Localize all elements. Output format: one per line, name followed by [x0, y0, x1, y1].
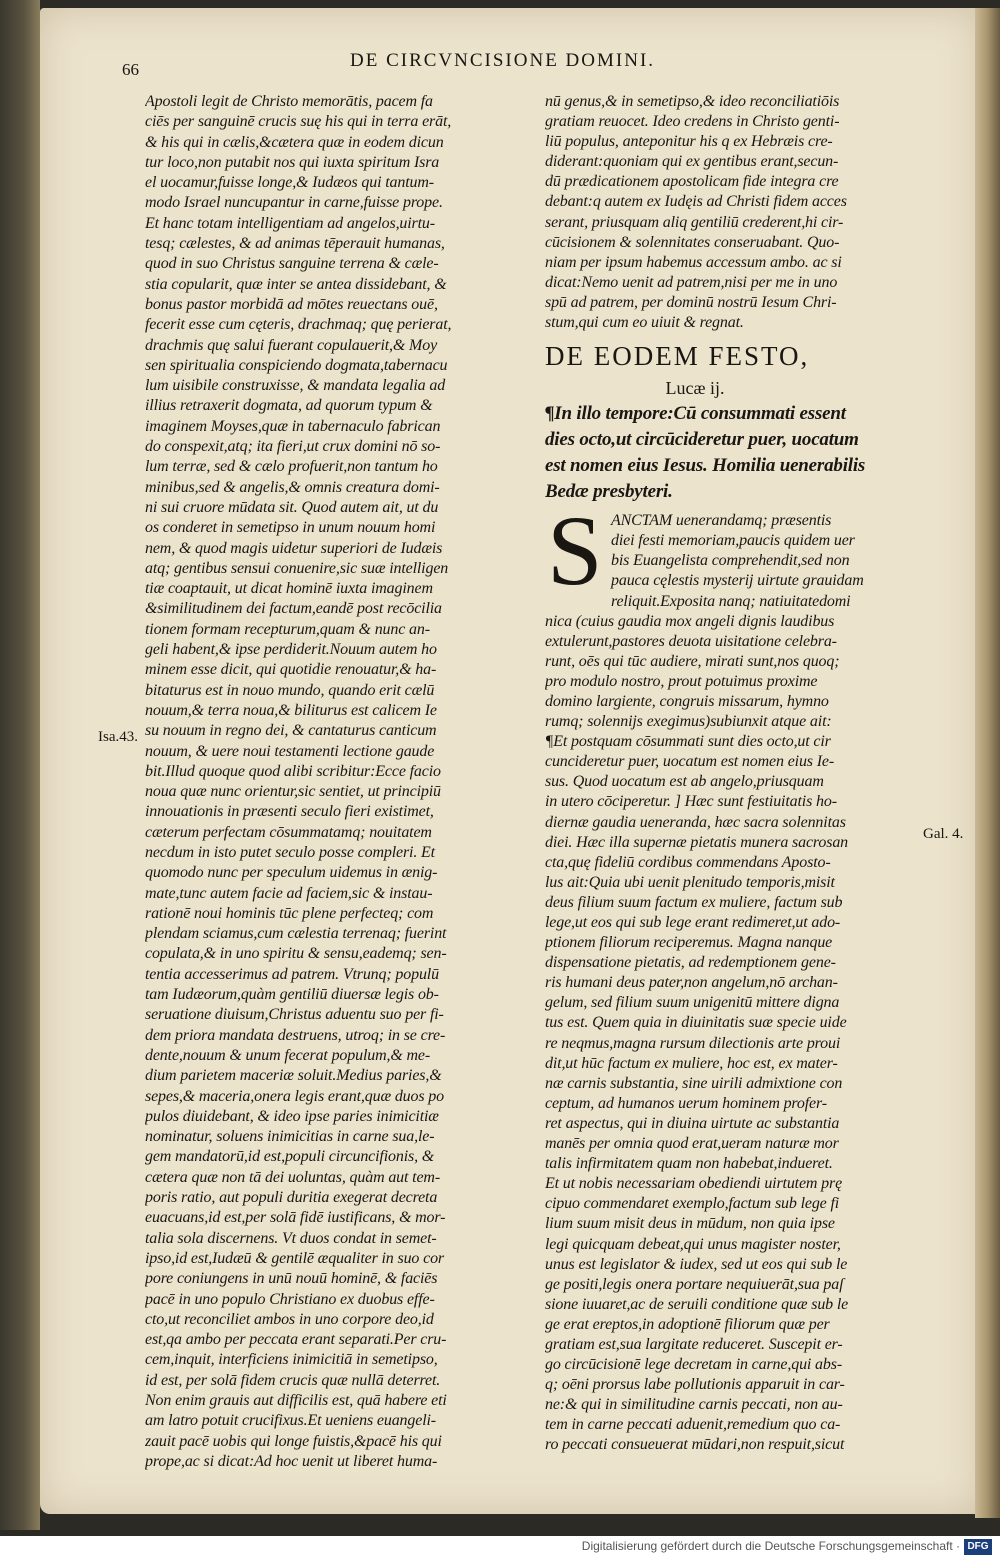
- text-line: nouum,& terra noua,& biliturus est calicem Ie: [145, 701, 437, 719]
- text-line: ciēs per sanguinē crucis suę his qui in terra erāt,: [145, 113, 452, 131]
- text-line: ge erat ereptos,in adoptionē filiorum quæ per: [545, 1315, 830, 1333]
- footer-credit: Digitalisierung gefördert durch die Deutsche Forschungsgemeinschaft ·: [581, 1539, 960, 1553]
- text-line: poris ratio, aut populi duritia exegerat decreta: [145, 1189, 438, 1207]
- text-line: in utero cōciperetur. ] Hæc sunt festiuitatis ho-: [545, 793, 837, 811]
- text-line: bonus pastor morbidā ad mōtes reuectans ouē,: [145, 295, 438, 313]
- text-line: cipuo commendaret exemplo,factum sub lege fi: [545, 1195, 840, 1213]
- margin-note-right: Gal. 4.: [923, 826, 964, 842]
- text-line: dente,nouum & unum fecerat populum,& me-: [145, 1046, 431, 1064]
- text-line: cem,inquit, interficiens inimicitiā in semetipso,: [145, 1351, 438, 1369]
- text-line: euacuans,id est,per solā fidē iustificans, & mor-: [145, 1209, 446, 1227]
- text-line: ni sui cruore mūdata sit. Quod autem ait, ut du: [145, 498, 439, 516]
- left-column: [145, 92, 535, 1472]
- text-line: dicat:Nemo uenit ad patrem,nisi per me in uno: [545, 273, 838, 291]
- text-line: ret aspectus, qui in diuina uirtute ac substantia: [545, 1114, 840, 1132]
- text-line: plendam sciamus,cum cælestia terrenaq; fuerint: [145, 925, 447, 943]
- pericope-line: ¶In illo tempore:Cū consummati essent: [545, 403, 846, 425]
- text-line: ¶Et postquam cōsummati sunt dies octo,ut cir: [545, 733, 831, 751]
- text-line: nica (cuius gaudia mox angeli dignis laudibus: [545, 612, 835, 630]
- text-line: am latro potuit crucifixus.Et ueniens euangeli-: [145, 1412, 436, 1430]
- text-line: dit,ut hūc factum ex muliere, hoc est, ex mater-: [545, 1054, 838, 1072]
- text-line: runt, oēs qui tūc audiere, mirati sunt,nos quoq;: [545, 652, 840, 670]
- section-subtitle: Lucæ ij.: [665, 378, 725, 399]
- text-line: copulata,& in uno spiritu & sensu,eademq; sen-: [145, 945, 447, 963]
- right-column: [545, 92, 905, 1456]
- text-line: Et hanc totam intelligentiam ad angelos,uirtu-: [145, 214, 435, 232]
- text-line: &similitudinem dei factum,eandē post recōcilia: [145, 600, 442, 618]
- text-line: ne:& qui in similitudine carnis peccati, non au-: [545, 1396, 843, 1414]
- text-line: quomodo nunc per speculum uidemus in ænig-: [145, 864, 438, 882]
- text-line: imaginem Moyses,quæ in tabernaculo fabrican: [145, 417, 441, 435]
- text-line: su nouum in regno dei, & cantaturus canticum: [145, 722, 437, 740]
- text-line: ptionem filiorum reciperemus. Magna nanque: [545, 934, 833, 952]
- text-line: os conderet in semetipso in unum nouum homi: [145, 519, 436, 537]
- text-line: bitaturus est in nouo mundo, quando erit cælū: [145, 681, 435, 699]
- text-line: cta,quę fideliū cordibus commendans Aposto-: [545, 853, 831, 871]
- text-line: gelum, sed filium suum unigenitū mittere digna: [545, 994, 840, 1012]
- text-line: stum,qui cum eo uiuit & regnat.: [545, 314, 744, 332]
- text-line: tionem formam recepturum,quam & nunc an-: [145, 620, 430, 638]
- drop-cap: S: [547, 495, 603, 607]
- pericope-line: est nomen eius Iesus. Homilia uenerabilis: [545, 455, 866, 477]
- text-line: rationē noui hominis tūc plene perfecteq; com: [145, 904, 434, 922]
- text-line: tus est. Quem quia in diuinitatis suæ specie uide: [545, 1014, 847, 1032]
- text-line: & his qui in cælis,&cætera quæ in eodem dicun: [145, 133, 444, 151]
- text-line: tem in carne peccati aduenit,remedium quo ca-: [545, 1416, 841, 1434]
- text-line: lege,ut eos qui sub lege erant redimeret,ut ado-: [545, 914, 841, 931]
- text-line: liū populus, anteponitur his q ex Hebræis cre-: [545, 133, 833, 151]
- text-line: atq; gentibus sensui conuenire,sic suæ intelligen: [145, 559, 449, 577]
- text-line: dispensatione pietatis, ad redemptionem gene-: [545, 954, 836, 972]
- text-line: nominatur, soluens inimicitias in carne sua,le-: [145, 1128, 435, 1146]
- text-line: stia copularit, quæ inter se antea dissidebant, &: [145, 275, 447, 293]
- text-line: cto,ut reconciliet ambos in uno corpore deo,id: [145, 1310, 434, 1328]
- text-line: dium parietem maceriæ soluit.Medius paries,&: [145, 1067, 442, 1085]
- text-line: dū prædicationem apostolicam fide integra cre: [545, 173, 839, 191]
- text-line: tur loco,non putabit nos qui iuxta spiritum Isra: [145, 153, 440, 171]
- text-line: sus. Quod uocatum est ab angelo,priusquam: [545, 773, 824, 791]
- text-line: pro modulo nostro, prout potuimus proxime: [545, 672, 818, 690]
- text-line: innouationis in præsenti seculo fieri existimet,: [145, 803, 434, 821]
- text-line: talis infirmitatem quam non habebat,indueret.: [545, 1155, 833, 1173]
- text-line: deus filium suum factum ex muliere, factum sub: [545, 893, 843, 911]
- text-line: nū genus,& in semetipso,& ideo reconciliatiōis: [545, 93, 840, 110]
- text-line: fecerit esse cum cęteris, drachmaq; quę perierat,: [145, 316, 452, 334]
- text-line: bis Euangelista comprehendit,sed non: [611, 552, 850, 570]
- text-line: gem mandatorū,id est,populi circuncifionis, &: [145, 1148, 435, 1166]
- text-line: q; oēni prorsus labe pollutionis apparuit in car-: [545, 1376, 845, 1394]
- text-line: niam per ipsum habemus accessum ambo. ac si: [545, 253, 842, 271]
- text-line: mate,tunc autem facie ad faciem,sic & instau-: [145, 884, 433, 902]
- text-line: diei. Hæc illa supernæ pietatis munera sacrosan: [545, 833, 849, 851]
- page-number: 66: [122, 60, 139, 79]
- text-line: gratiam reuocet. Ideo credens in Christo genti-: [545, 113, 840, 131]
- right-column-top-text: [545, 92, 905, 333]
- right-column-body: [545, 612, 905, 1456]
- text-line: illius retraxerit dogmata, ad quorum typum &: [145, 397, 433, 415]
- text-line: minibus,sed & angelis,& omnis creatura domi-: [145, 478, 440, 496]
- text-line: necdum in isto putet seculo posse compleri. Et: [145, 843, 435, 861]
- text-line: bit.Illud quoque quod alibi scribitur:Ecce facio: [145, 762, 441, 780]
- text-line: lum terræ, sed & cælo profuerit,non tantum ho: [145, 458, 438, 476]
- text-line: id est, per solā fidem crucis quæ nullā deterret.: [145, 1371, 441, 1389]
- text-line: lus ait:Quia ubi uenit plenitudo temporis,misit: [545, 873, 835, 891]
- text-line: minem esse dicit, qui quotidie renouatur,& ha-: [145, 661, 437, 679]
- text-line: debant:q autem ex Iudęis ad Christi fidem acces: [545, 193, 847, 211]
- text-line: re neqmus,magna rursum dilectionis arte proui: [545, 1034, 841, 1052]
- text-line: prope,ac si dicat:Ad hoc uenit ut liberet huma-: [145, 1452, 438, 1470]
- pericope-line: dies octo,ut circūcideretur puer, uocatum: [545, 429, 859, 451]
- text-line: tiæ coaptauit, ut dicat hominē iuxta imaginem: [145, 580, 433, 598]
- text-line: sione iuuaret,ac de seruili conditione quæ sub le: [545, 1295, 849, 1313]
- text-line: seruatione diuisum,Christus aduentu suo per fi-: [145, 1006, 444, 1024]
- text-line: pore coniungens in unū nouū hominē, & faciēs: [145, 1270, 438, 1288]
- text-line: lium suum misit deus in mūdum, non quia ipse: [545, 1215, 835, 1233]
- text-line: rumq; solennijs exegimus)subiunxit atque ait:: [545, 713, 832, 731]
- homily-opening: [545, 495, 905, 611]
- text-line: cæterum perfectam cōsummatamq; nouitatem: [145, 823, 432, 841]
- text-line: dem priora mandata destruens, utroq; in se cre-: [145, 1026, 446, 1044]
- footer-bar: [0, 1536, 1000, 1559]
- text-line: Non enim grauis aut difficilis est, quā habere eti: [145, 1392, 447, 1409]
- text-line: cūcisionem & solennitates conseruabant. Quo-: [545, 233, 840, 251]
- text-line: go circūcisionē lege decretam in carne,qui abs-: [545, 1356, 843, 1374]
- running-head: DE CIRCVNCISIONE DOMINI.: [350, 50, 656, 71]
- text-line: diderant:quoniam qui ex gentibus erant,secun-: [545, 153, 839, 171]
- text-line: tam Iudæorum,quàm gentiliū diuersæ legis ob-: [145, 986, 439, 1004]
- text-line: ipso,id est,Iudæū & gentilē æqualiter in suo cor: [145, 1249, 445, 1267]
- text-line: extulerunt,pastores deuota uisitatione celebra-: [545, 632, 837, 650]
- dfg-logo-icon: DFG: [964, 1539, 992, 1555]
- scan-background-left: [0, 0, 40, 1530]
- text-line: drachmis quę salui fuerant copulauerit,& Moy: [145, 336, 438, 354]
- text-line: sen spiritualia conspiciendo dogmata,tabernacu: [145, 356, 448, 374]
- text-line: reliquit.Exposita nanq; natiuitatedomi: [611, 592, 851, 610]
- text-line: spū ad patrem, per dominū nostrū Iesum Chri-: [545, 293, 837, 311]
- text-line: tentia accesserimus ad patrem. Vtrunq; populū: [145, 965, 439, 983]
- text-line: quod in suo Christus sanguine terrena & cæle-: [145, 255, 439, 273]
- text-line: pacē in uno populo Christiano ex duobus effe-: [145, 1290, 435, 1308]
- text-line: Et ut nobis necessariam obediendi uirtutem prę: [545, 1175, 843, 1193]
- text-line: est,qa ambo per peccata erant separati.Per cru-: [145, 1331, 447, 1349]
- text-line: sepes,& maceria,onera legis erant,quæ duos po: [145, 1087, 445, 1105]
- text-line: talia sola discernens. Vt duos condat in semet-: [145, 1229, 437, 1247]
- pericope-line: Bedæ presbyteri.: [545, 481, 673, 503]
- page-edge-right: [975, 8, 1000, 1518]
- text-line: ceptum, ad humanos uerum hominem profer-: [545, 1094, 827, 1112]
- text-line: diei festi memoriam,paucis quidem uer: [611, 532, 855, 550]
- text-line: ris humani deus pater,non angelum,nō archan-: [545, 974, 838, 992]
- text-line: nem, & quod magis uidetur superiori de Iudæis: [145, 539, 443, 557]
- text-line: ANCTAM uenerandamq; præsentis: [611, 512, 832, 530]
- text-line: legi quicquam debeat,qui unus magister noster,: [545, 1235, 841, 1253]
- text-line: næ carnis substantia, sine uirili admixtione con: [545, 1074, 843, 1092]
- text-line: nouum, & uere noui testamenti lectione gaude: [145, 742, 435, 760]
- pericope-heading: [545, 401, 905, 505]
- text-line: lum uisibile construxisse, & mandata legalia ad: [145, 377, 446, 395]
- text-line: modo Israel nuncupantur in carne,fuisse prope.: [145, 194, 443, 212]
- text-line: zauit pacē uobis qui longe fuistis,&pacē his qui: [145, 1432, 442, 1450]
- text-line: cuncideretur puer, uocatum est nomen eius Ie-: [545, 753, 835, 771]
- text-line: ro peccati consueuerat mūdari,non respuit,sicut: [545, 1436, 845, 1454]
- text-line: ge positi,legis onera portare nequiuerāt,sua paſ: [545, 1275, 844, 1293]
- text-line: cætera quæ non tā dei uoluntas, quàm aut tem-: [145, 1168, 441, 1186]
- text-line: gratiam est,sua largitate reduceret. Suscepit er-: [545, 1335, 843, 1353]
- text-line: diernæ gaudia ueneranda, hæc sacra solennitas: [545, 813, 846, 831]
- text-line: el uocamur,fuisse longe,& Iudæos qui tantum-: [145, 174, 434, 192]
- text-line: geli habent,& ipse perdiderit.Nouum autem ho: [145, 641, 437, 659]
- text-line: pulos diuidebant, & ideo ipse paries inimicitiæ: [145, 1107, 439, 1125]
- text-line: Apostoli legit de Christo memorātis, pacem fa: [145, 93, 433, 110]
- text-line: manēs per omnia quod erat,ueram naturæ mor: [545, 1135, 839, 1153]
- text-line: unus est legislator & iudex, sed ut eos qui sub le: [545, 1255, 848, 1273]
- text-line: noua quæ nunc orientur,sic sentiet, ut principiū: [145, 783, 441, 801]
- text-line: do conspexit,atq; ita fieri,ut crux domini nō so-: [145, 438, 441, 456]
- margin-note-left: Isa.43.: [98, 729, 138, 745]
- text-line: pauca cęlestis mysterij uirtute grauidam: [611, 572, 864, 590]
- text-line: tesq; cælestes, & ad animas tēperauit humanas,: [145, 235, 445, 253]
- text-line: serant, priusquam aliq gentiliū crederent,hi cir-: [545, 213, 844, 231]
- section-title: DE EODEM FESTO,: [545, 341, 810, 372]
- text-line: domino largiente, congruis missarum, hymno: [545, 692, 829, 710]
